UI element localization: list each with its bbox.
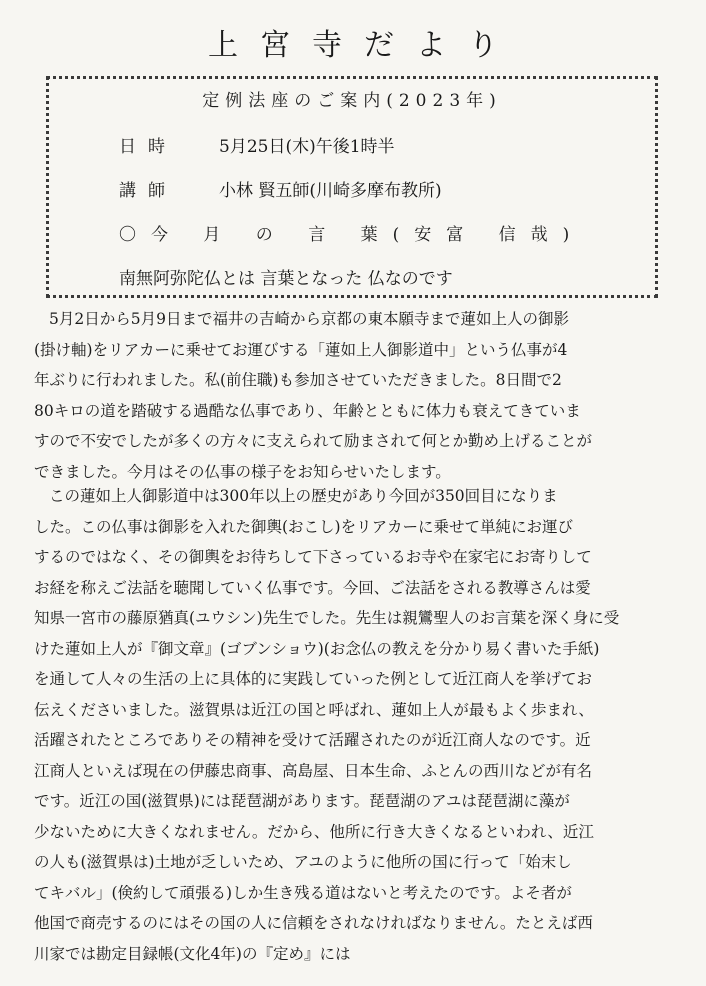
text-line: (掛け軸)をリアカーに乗せてお運びする「蓮如上人御影道中」という仏事が4 [34,340,568,359]
text-line: 80キロの道を踏破する過酷な仏事であり、年齢とともに体力も衰えてきていま [34,401,581,420]
date-value: 5月25日(木)午後1時半 [219,137,395,157]
text-line: するのではなく、その御輿をお待ちして下さっているお寺や在家宅にお寄りして [34,548,592,566]
monthly-phrase-text: 南無阿弥陀仏とは 言葉となった 仏なのです [119,269,453,289]
text-line: 活躍されたところでありその精神を受けて活躍されたのが近江商人なのです。近 [34,731,591,749]
lecturer-label: 講師 [119,181,177,201]
page-title: 上宮寺だより [208,28,520,63]
text-line: すので不安でしたが多くの方々に支えられて励まされて何とか勤め上げることが [34,432,593,450]
text-line: 伝えくださいました。滋賀県は近江の国と呼ばれ、蓮如上人が最もよく歩まれ、 [34,700,594,719]
text-line: できました。今月はその仏事の様子をお知らせいたします。 [34,462,451,481]
notice-heading: 定例法座のご案内(2023年) [202,91,502,111]
text-line: 5月2日から5月9日まで福井の吉崎から京都の東本願寺まで蓮如上人の御影 [49,310,569,328]
paragraph-2 [34,481,670,969]
date-line [119,135,395,159]
paragraph-1 [34,304,670,487]
text-line: てキバル」(倹約して頑張る)しか生き残る道はないと考えたのです。よそ者が [34,883,572,902]
text-line: この蓮如上人御影道中は300年以上の歴史があり今回が350回目になりま [49,487,558,505]
text-line: 少ないために大きくなれません。だから、他所に行き大きくなるといわれ、近江 [34,822,594,841]
text-line: の人も(滋賀県は)土地が乏しいため、アユのように他所の国に行って「始末し [34,853,572,871]
text-line: です。近江の国(滋賀県)には琵琶湖があります。琵琶湖のアユは琵琶湖に藻が [34,792,570,810]
text-line: 江商人といえば現在の伊藤忠商事、高島屋、日本生命、ふとんの西川などが有名 [34,761,593,780]
text-line: 川家では勘定目録帳(文化4年)の『定め』には [34,944,351,963]
lecturer-line [119,179,442,203]
text-line: を通して人々の生活の上に具体的に実践していった例として近江商人を挙げてお [34,670,593,688]
text-line: けた蓮如上人が『御文章』(ゴブンショウ)(お念仏の教えを分かり易く書いた手紙) [34,639,600,658]
monthly-phrase-line: 〇今 月 の 言 葉(安富 信哉) [119,225,585,245]
service-notice-box [46,76,658,298]
text-line: した。この仏事は御影を入れた御輿(おこし)をリアカーに乗せて単純にお運び [34,517,573,536]
text-line: お経を称えご法話を聴聞していく仏事です。今回、ご法話をされる教導さんは愛 [34,578,591,597]
date-label: 日時 [119,137,177,157]
text-line: 年ぶりに行われました。私(前住職)も参加させていただきました。8日間で2 [34,371,562,389]
lecturer-value: 小林 賢五師(川崎多摩布教所) [219,181,442,201]
text-line: 他国で商売するのにはその国の人に信頼をされなければなりません。たとえば西 [34,914,593,932]
text-line: 知県一宮市の藤原猶真(ユウシン)先生でした。先生は親鸞聖人のお言葉を深く身に受 [34,609,620,627]
